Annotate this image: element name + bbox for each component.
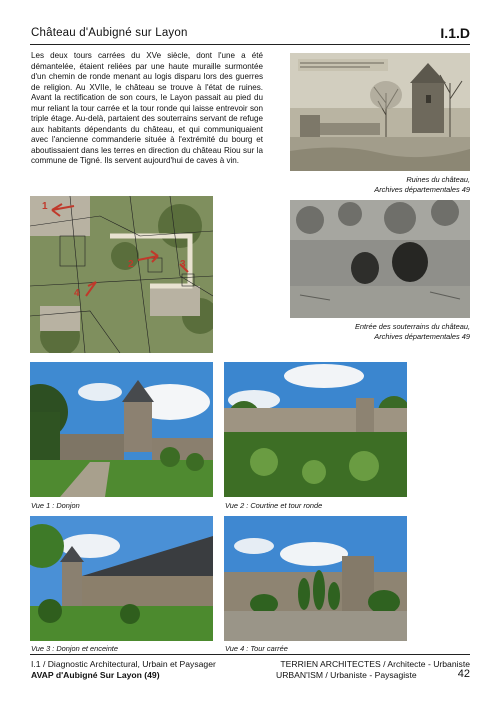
postcard-tunnels-caption-1: Entrée des souterrains du château, bbox=[354, 322, 470, 331]
postcard-tunnels-caption-2: Archives départementales 49 bbox=[374, 331, 470, 341]
caption-vue-3: Vue 3 : Donjon et enceinte bbox=[31, 644, 118, 653]
page-number: 42 bbox=[457, 668, 470, 680]
map-marker-1: 1 bbox=[42, 201, 48, 212]
postcard-ruins-caption-1: Ruines du château, bbox=[406, 175, 470, 184]
map-marker-2: 2 bbox=[128, 259, 134, 270]
photo-vue-1 bbox=[30, 362, 213, 497]
map-marker-3: 3 bbox=[180, 259, 186, 270]
photo-vue-4 bbox=[224, 516, 407, 641]
caption-vue-4: Vue 4 : Tour carrée bbox=[225, 644, 288, 653]
aerial-cadastral-map bbox=[30, 196, 213, 353]
photo-vue-2 bbox=[224, 362, 407, 497]
section-code: I.1.D bbox=[440, 25, 470, 41]
map-marker-4: 4 bbox=[74, 288, 80, 299]
footer-section-title: I.1 / Diagnostic Architectural, Urbain et Paysager bbox=[31, 659, 216, 669]
footer-firm-1: TERRIEN ARCHITECTES / Architecte - Urbaniste bbox=[280, 659, 470, 669]
footer-project-title: AVAP d'Aubigné Sur Layon (49) bbox=[31, 670, 160, 680]
footer-firm-2: URBAN'ISM / Urbaniste - Paysagiste bbox=[276, 670, 417, 680]
photo-vue-3 bbox=[30, 516, 213, 641]
postcard-ruins-image bbox=[290, 53, 470, 171]
caption-vue-1: Vue 1 : Donjon bbox=[31, 501, 80, 510]
body-paragraph: Les deux tours carrées du XVe siècle, dont l'une a été démantelée, étaient reliées par une haute muraille surmontée d'un chemin de ronde menant au logis disparu lors des guerres de religion. Au XVIIe, le château se trouve à l'état de ruines. Avant la rectification de son cours, le Layon passait au pied du mur reliant la tour carrée et la tour ronde qui laisse entrevoir son triple étage. Au-delà, partaient des souterrains servant de refuge aux habitants dépendants du château, et qui communiquaient avec l'ancienne commanderie située à l'extrémité du bourg et aboutissaient dans les terres en direction du château Riou sur la commune de Tigné. Ils servent aujourd'hui de caves à vin. bbox=[31, 51, 263, 165]
footer-divider bbox=[30, 654, 470, 655]
postcard-tunnels-image bbox=[290, 200, 470, 318]
postcard-ruins-caption-2: Archives départementales 49 bbox=[374, 184, 470, 194]
page-title: Château d'Aubigné sur Layon bbox=[31, 27, 188, 39]
body-text bbox=[31, 51, 263, 167]
header-divider bbox=[30, 44, 470, 45]
caption-vue-2: Vue 2 : Courtine et tour ronde bbox=[225, 501, 323, 510]
